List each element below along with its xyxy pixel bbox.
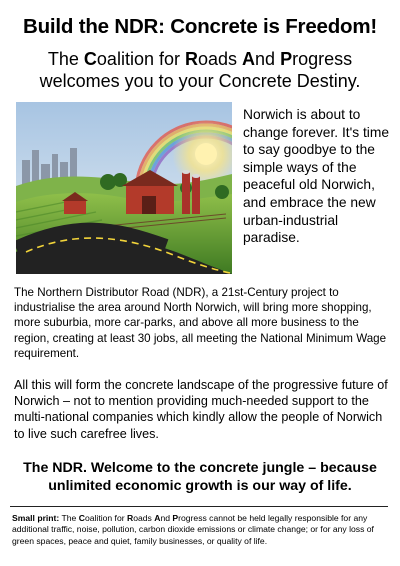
small-print: [12, 513, 392, 547]
page-title: Build the NDR: Concrete is Freedom!: [22, 15, 378, 38]
sp-initial-r: R: [126, 513, 134, 523]
sp-initial-c: C: [78, 513, 85, 523]
org-word-progress: rogress: [292, 49, 353, 69]
sp-word-and: nd: [160, 513, 173, 523]
sp-initial-p: P: [172, 513, 179, 523]
small-print-prefix: The: [59, 513, 79, 523]
countryside-road-farm-illustration: [16, 102, 232, 274]
org-word-roads: oads: [197, 49, 243, 69]
org-initial-r: R: [184, 49, 198, 69]
small-print-label: Small print:: [12, 513, 60, 523]
sp-word-coalition: oalition for: [84, 513, 127, 523]
sp-initial-a: A: [154, 513, 161, 523]
org-word-and: nd: [255, 49, 281, 69]
small-print-text: cannot be held legally responsible for any additional traffic, noise, pollution, carbon dioxide emissions or climate change; or for any loss of green spaces, peace and quiet, family businesses, or quality of life.: [12, 513, 374, 546]
sp-word-progress: rogress: [178, 513, 207, 523]
org-initial-a: A: [242, 49, 256, 69]
concrete-landscape-paragraph: All this will form the concrete landscape of the progressive future of Norwich – not to mention providing much-needed support to the multi-national companies which kindly allow the people of Norwich to live such carefree lives.: [14, 378, 388, 441]
intro-side-text: Norwich is about to change forever. It's time to say goodbye to the simple ways of the peaceful old Norwich, and embrace the new urban-industrial paradise.: [243, 107, 390, 246]
ndr-description-paragraph: The Northern Distributor Road (NDR), a 21st-Century project to industrialise the area around North Norwich, will bring more shopping, more suburbia, more car-parks, and above all more business to the region, creating at least 30 jobs, all meeting the National Minimum Wage requirement.: [14, 286, 387, 360]
org-initial-c: C: [83, 49, 97, 69]
org-word-coalition: oalition for: [96, 49, 185, 69]
sun: [195, 143, 217, 165]
subtitle: [0, 48, 400, 92]
tagline-line-1: The NDR. Welcome to the concrete jungle – because: [23, 460, 377, 476]
subtitle-line-1: [0, 48, 400, 70]
subtitle-prefix: The: [47, 49, 84, 69]
subtitle-line-2: welcomes you to your Concrete Destiny.: [39, 71, 361, 91]
tagline: [10, 459, 390, 495]
tagline-line-2: unlimited economic growth is our way of life.: [48, 478, 352, 494]
sp-word-roads: oads: [133, 513, 155, 523]
divider: [10, 506, 388, 507]
org-initial-p: P: [280, 49, 293, 69]
